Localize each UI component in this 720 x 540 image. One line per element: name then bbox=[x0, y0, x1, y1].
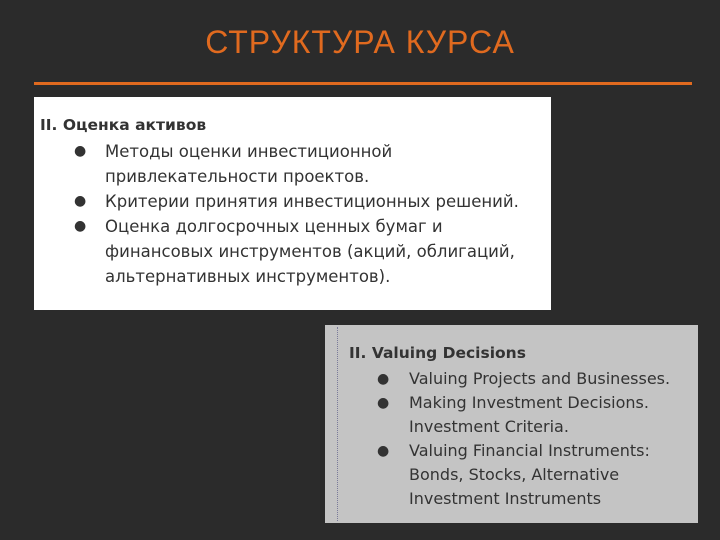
margin-guide-line bbox=[337, 327, 338, 521]
english-outline-box bbox=[325, 325, 698, 523]
slide-title: СТРУКТУРА КУРСА bbox=[205, 24, 515, 60]
title-divider bbox=[34, 82, 692, 85]
list-item-text: Valuing Projects and Businesses. bbox=[409, 369, 671, 388]
bullet-dot-icon: ● bbox=[74, 218, 87, 234]
list-item-text: Критерии принятия инвестиционных решений. bbox=[105, 192, 519, 211]
bullet-dot-icon: ● bbox=[377, 371, 390, 387]
bullet-dot-icon: ● bbox=[74, 193, 87, 209]
list-item-text: Методы оценки инвестиционной привлекательности проектов. bbox=[105, 142, 393, 186]
list-item-text: Making Investment Decisions. Investment Criteria. bbox=[409, 393, 649, 436]
section-heading-en: II. Valuing Decisions bbox=[349, 344, 526, 362]
bullet-dot-icon: ● bbox=[74, 143, 87, 159]
russian-outline-box bbox=[34, 97, 551, 310]
list-item bbox=[349, 367, 688, 391]
list-item bbox=[40, 189, 541, 214]
list-item bbox=[349, 439, 688, 511]
outline-list-ru bbox=[40, 139, 541, 289]
list-item bbox=[40, 139, 541, 189]
bullet-dot-icon: ● bbox=[377, 443, 390, 459]
list-item bbox=[349, 391, 688, 439]
outline-list-en bbox=[349, 367, 688, 511]
list-item-text: Valuing Financial Instruments: Bonds, Stocks, Alternative Investment Instruments bbox=[409, 441, 650, 508]
bullet-dot-icon: ● bbox=[377, 395, 390, 411]
list-item bbox=[40, 214, 541, 289]
list-item-text: Оценка долгосрочных ценных бумаг и финансовых инструментов (акций, облигаций, альтернативных инструментов). bbox=[105, 217, 515, 286]
section-heading-ru: II. Оценка активов bbox=[40, 116, 207, 134]
